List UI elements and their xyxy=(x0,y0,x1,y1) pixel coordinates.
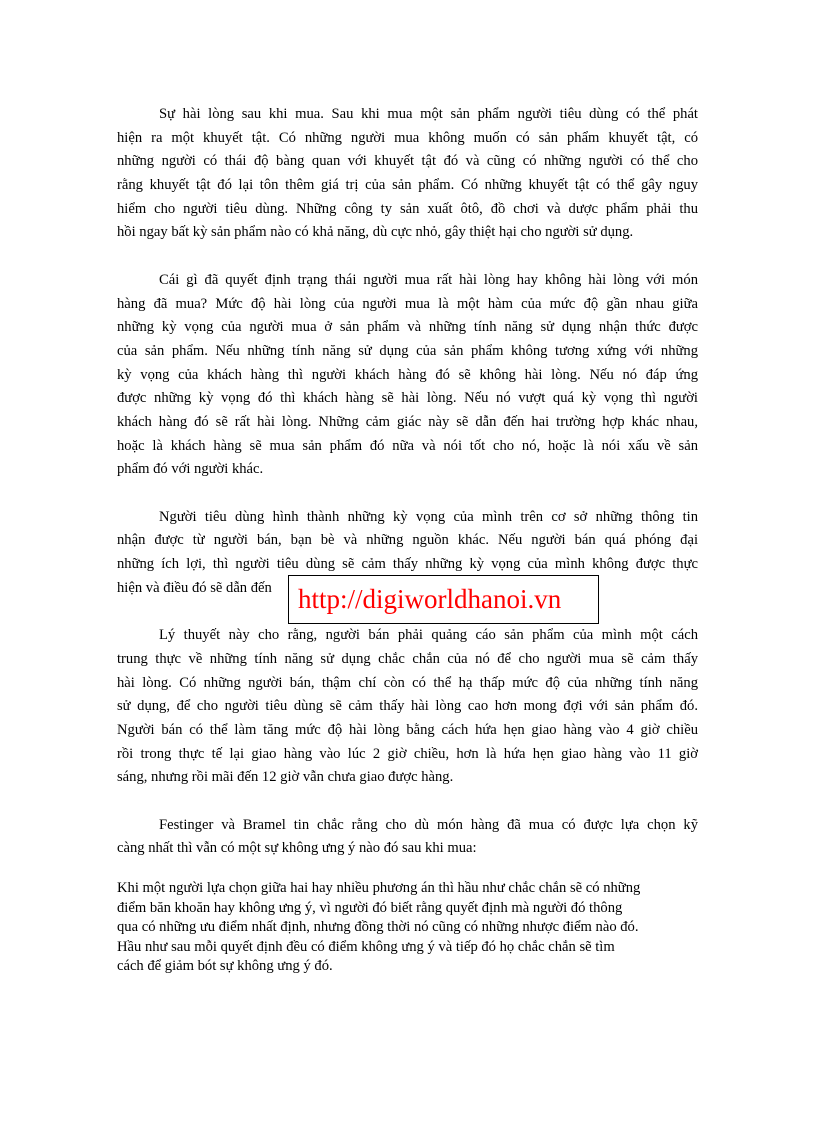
quote-line: cách để giảm bót sự không ưng ý đó. xyxy=(117,958,333,974)
text-line: Người bán có thể làm tăng mức độ hài lòng bằng cách hứa hẹn giao hàng vào 4 giờ chiều xyxy=(117,721,698,738)
text-line: khách hàng đó sẽ rất hài lòng. Những cảm giác này sẽ dẫn đến hai trường hợp khác nhau, xyxy=(117,413,698,430)
watermark-link[interactable]: http://digiworldhanoi.vn xyxy=(288,575,599,624)
quote-line: Hầu như sau mỗi quyết định đều có điểm không ưng ý và tiếp đó họ chắc chắn sẽ tìm xyxy=(117,938,615,955)
text-line: những người có thái độ bàng quan với khuyết tật đó và cũng có những người có thể cho xyxy=(117,153,698,170)
text-line: của sản phẩm. Nếu những tính năng sử dụng của sản phẩm không tương xứng với những xyxy=(117,342,698,359)
text-line: sáng, nhưng rồi mãi đến 12 giờ vẫn chưa giao được hàng. xyxy=(117,769,454,786)
text-line: sử dụng, để cho người tiêu dùng sẽ cảm thấy hài lòng cao hơn mong đợi với sản phẩm đó. xyxy=(117,698,698,715)
text-line: hiện ra một khuyết tật. Có những người mua không muốn có sản phẩm khuyết tật, có xyxy=(117,129,698,146)
quote-line: Khi một người lựa chọn giữa hai hay nhiều phương án thì hầu như chắc chắn sẽ có những xyxy=(117,880,641,896)
text-line: Festinger và Bramel tin chắc rằng cho dù món hàng đã mua có được lựa chọn kỹ xyxy=(159,816,698,833)
paragraph xyxy=(117,103,698,245)
text-line: Lý thuyết này cho rằng, người bán phải quảng cáo sản phẩm của mình một cách xyxy=(159,627,698,644)
text-line: Người tiêu dùng hình thành những kỳ vọng của mình trên cơ sở những thông tin xyxy=(159,508,698,525)
text-line: rồi trong thực tế lại giao hàng vào lúc 2 giờ chiều, hơn là hứa hẹn giao hàng vào 11 giờ xyxy=(117,745,698,762)
document-body xyxy=(117,103,698,885)
text-line: những kỳ vọng của người mua ở sản phẩm và những tính năng sử dụng nhận thức được xyxy=(117,319,698,336)
text-line: hiện và điều đó sẽ dẫn đến xyxy=(117,579,272,596)
text-line: kỳ vọng của khách hàng thì người khách hàng đó sẽ không hài lòng. Nếu nó đáp ứng xyxy=(117,366,698,383)
quote-line: qua có những ưu điểm nhất định, nhưng đồng thời nó cũng có những nhược điểm nào đó. xyxy=(117,919,639,935)
text-line: càng nhất thì vẫn có một sự không ưng ý nào đó sau khi mua: xyxy=(117,840,477,857)
text-line: hoặc là khách hàng sẽ mua sản phẩm đó nữa và nói tốt cho nó, hoặc là nói xấu về sản xyxy=(117,437,698,454)
text-line: nhận được từ người bán, bạn bè và những nguồn khác. Nếu người bán quá phóng đại xyxy=(117,532,698,549)
quoted-passage xyxy=(117,879,698,977)
paragraph xyxy=(117,269,698,482)
text-line: rằng khuyết tật đó lại tôn thêm giá trị của sản phẩm. Có những khuyết tật có thể gây nguy xyxy=(117,177,698,194)
text-line: trung thực về những tính năng sử dụng chắc chắn của nó để cho người mua sẽ cảm thấy xyxy=(117,650,698,667)
text-line: phẩm đó với người khác. xyxy=(117,461,264,478)
text-line: Cái gì đã quyết định trạng thái người mua rất hài lòng hay không hài lòng với món xyxy=(159,271,698,288)
text-line: được những kỳ vọng đó thì khách hàng sẽ hài lòng. Nếu nó vượt quá kỳ vọng thì người xyxy=(117,390,698,407)
text-line: hàng đã mua? Mức độ hài lòng của người mua là một hàm của mức độ gần nhau giữa xyxy=(117,295,698,312)
text-line: hiểm cho người tiêu dùng. Những công ty sản xuất ôtô, đồ chơi và dược phẩm phải thu xyxy=(117,200,698,217)
text-line: hồi ngay bất kỳ sản phẩm nào có khả năng, dù cực nhỏ, gây thiệt hại cho người sử dụng. xyxy=(117,224,634,241)
paragraph xyxy=(117,624,698,790)
text-line: hài lòng. Có những người bán, thậm chí còn có thể hạ thấp mức độ của những tính năng xyxy=(117,674,698,691)
text-line: những ích lợi, thì người tiêu dùng sẽ cảm thấy những kỳ vọng của mình không được thực xyxy=(117,556,698,573)
paragraph xyxy=(117,814,698,861)
text-line: Sự hài lòng sau khi mua. Sau khi mua một sản phẩm người tiêu dùng có thể phát xyxy=(159,106,698,122)
quote-line: điểm băn khoăn hay không ưng ý, vì người đó biết rằng quyết định mà người đó thông xyxy=(117,899,623,916)
